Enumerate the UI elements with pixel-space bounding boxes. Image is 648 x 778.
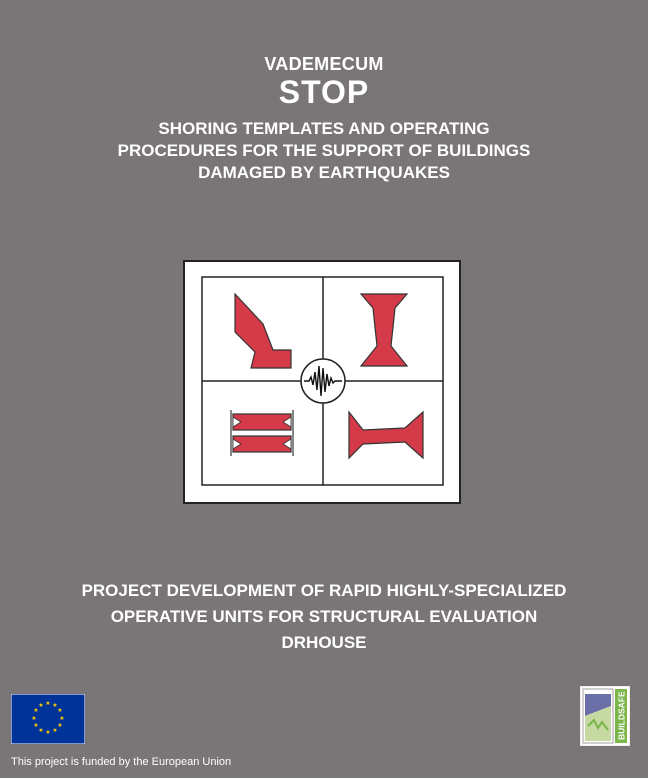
- svg-text:★: ★: [57, 722, 63, 729]
- svg-text:★: ★: [57, 707, 63, 714]
- subtitle-line: SHORING TEMPLATES AND OPERATING: [158, 119, 490, 138]
- document-subtitle: [0, 118, 648, 184]
- vademecum-label: VADEMECUM: [264, 54, 384, 74]
- project-line: PROJECT DEVELOPMENT OF RAPID HIGHLY-SPECIALIZED: [81, 581, 567, 600]
- document-title: STOP: [278, 74, 370, 110]
- project-description: [0, 578, 648, 656]
- project-line: OPERATIVE UNITS FOR STRUCTURAL EVALUATION: [110, 607, 538, 626]
- buildsafe-logo-text: BUILDSAFE: [616, 691, 627, 740]
- svg-text:★: ★: [45, 729, 51, 736]
- emblem-graphic: [185, 262, 459, 502]
- flying-shore-icon: [231, 410, 293, 456]
- svg-text:★: ★: [52, 702, 58, 709]
- svg-text:★: ★: [52, 727, 58, 734]
- subtitle-line: DAMAGED BY EARTHQUAKES: [198, 163, 450, 182]
- svg-text:★: ★: [38, 727, 44, 734]
- svg-text:★: ★: [45, 700, 51, 707]
- subtitle-line: PROCEDURES FOR THE SUPPORT OF BUILDINGS: [117, 141, 531, 160]
- vertical-shore-icon: [361, 294, 407, 366]
- stop-emblem: [183, 260, 461, 504]
- svg-text:★: ★: [31, 715, 37, 722]
- svg-text:★: ★: [33, 707, 39, 714]
- svg-text:★: ★: [33, 722, 39, 729]
- svg-text:★: ★: [38, 702, 44, 709]
- buildsafe-logo-icon: [580, 686, 630, 746]
- project-line: DRHOUSE: [281, 633, 367, 652]
- seismograph-icon: [301, 359, 345, 403]
- raking-shore-icon: [235, 294, 291, 368]
- svg-text:★: ★: [59, 715, 65, 722]
- horizontal-shore-icon: [349, 412, 423, 458]
- funding-notice: This project is funded by the European Union: [11, 756, 232, 768]
- eu-flag-icon: [11, 694, 85, 744]
